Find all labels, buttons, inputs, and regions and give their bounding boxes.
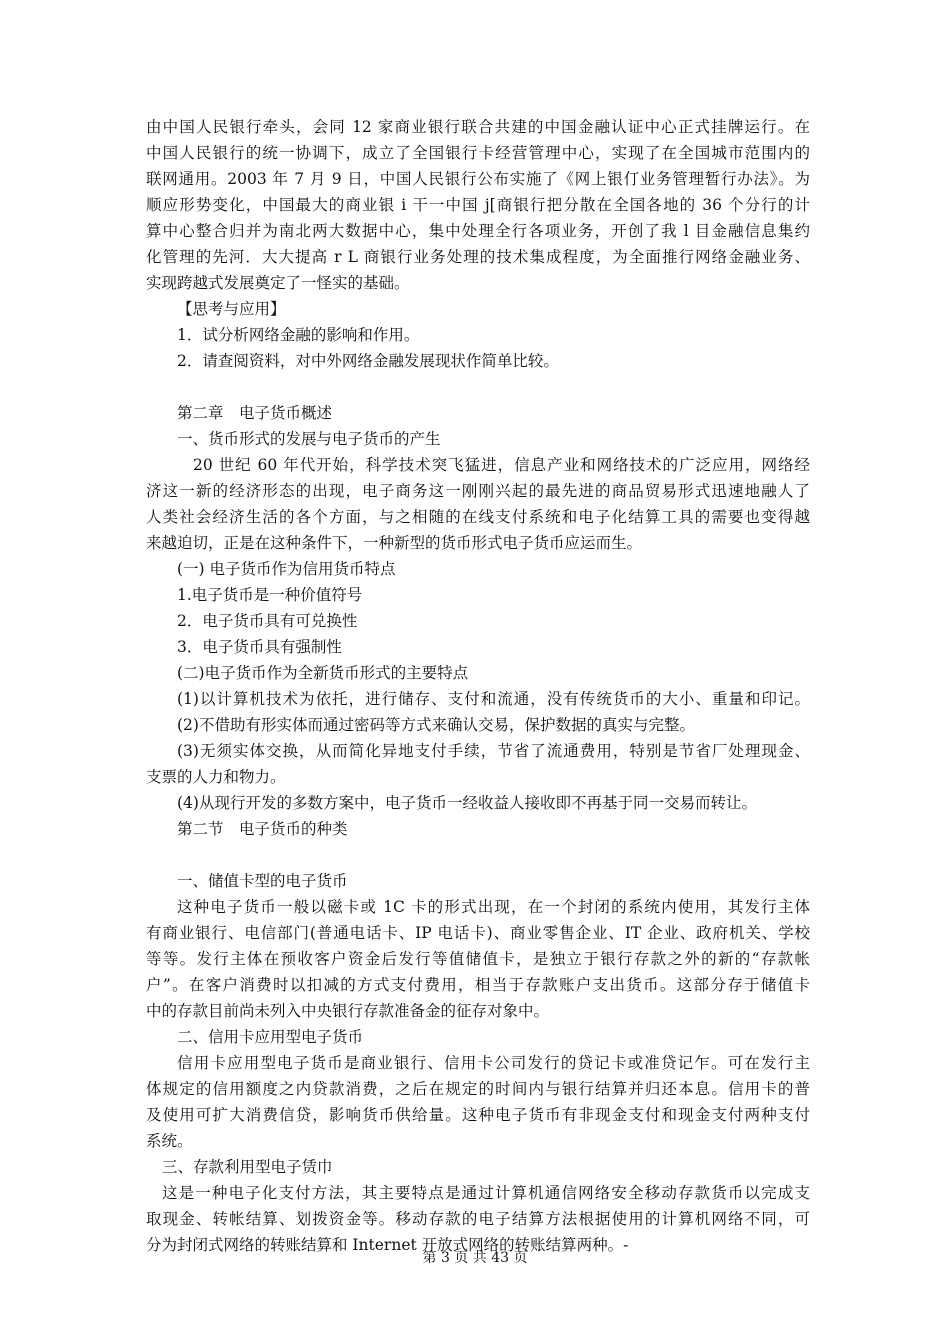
text-line: 济这一新的经济形态的出现，电子商务这一刚刚兴起的最先进的商品贸易形式迅速地融人了 bbox=[146, 482, 810, 500]
section-heading: 【思考与应用】 bbox=[177, 300, 286, 318]
section-heading: 二、信用卡应用型电子货币 bbox=[177, 1028, 364, 1046]
text-line: 信用卡应用型电子货币是商业银行、信用卡公司发行的贷记卡或准贷记乍。可在发行主 bbox=[177, 1054, 810, 1072]
list-item: 3．电子货币具有强制性 bbox=[177, 638, 342, 656]
page-body bbox=[146, 114, 810, 1258]
text-line: 等等。发行主体在预收客户资金后发行等值储值卡，是独立于银行存款之外的新的“存款帐 bbox=[146, 950, 810, 968]
text-line: 支票的人力和物力。 bbox=[146, 768, 286, 786]
text-line: 中国人民银行的统一协调下，成立了全国银行卡经营管理中心，实现了在全国城市范围内的 bbox=[146, 144, 810, 162]
text-line: 及使用可扩大消费信贷，影响货币供给量。这种电子货币有非现金支付和现金支付两种支付 bbox=[146, 1106, 810, 1124]
blank-line bbox=[146, 842, 810, 868]
list-item: (4)从现行开发的多数方案中，电子货币一经收益人接收即不再基于同一交易而转让。 bbox=[177, 794, 757, 812]
blank-line bbox=[146, 374, 810, 400]
text-line: 人类社会经济生活的各个方面，与之相随的在线支付系统和电子化结算工具的需要也变得越 bbox=[146, 508, 810, 526]
text-line: 分为封闭式网络的转账结算和 Internet 开放式网络的转账结算两种。- bbox=[146, 1236, 629, 1254]
section-heading: 三、存款利用型电子赁巾 bbox=[162, 1158, 333, 1176]
list-item: (2)不借助有形实体而通过密码等方式来确认交易，保护数据的真实与完整。 bbox=[177, 716, 695, 734]
text-line: 实现跨越式发展奠定了一怪实的基础。 bbox=[146, 274, 410, 292]
list-item: 1．试分析网络金融的影响和作用。 bbox=[177, 326, 420, 344]
text-line: 顺应形势变化，中国最大的商业银 i 干一中国 j[商银行把分散在全国各地的 36 个分行的计 bbox=[146, 196, 810, 214]
list-item: 1.电子货币是一种价值符号 bbox=[177, 586, 363, 604]
chapter-title: 第二章 电子货币概述 bbox=[177, 404, 333, 422]
list-item: (1)以计算机技术为依托，进行储存、支付和流通，没有传统货币的大小、重量和印记。 bbox=[177, 690, 810, 708]
list-item: 2．请查阅资料，对中外网络金融发展现状作简单比较。 bbox=[177, 352, 559, 370]
section-title: 第二节 电子货币的种类 bbox=[177, 820, 348, 838]
text-line: 联网通用。2003 年 7 月 9 日，中国人民银行公布实施了《网上银仃业务管理暂行办法》。为 bbox=[146, 170, 810, 188]
text-line: 算中心整合归并为南北两大数据中心，集中处理全行各项业务，开创了我 l 目金融信息集约 bbox=[146, 222, 810, 240]
section-heading: (二)电子货币作为全新货币形式的主要特点 bbox=[177, 664, 469, 682]
text-line: 取现金、转帐结算、划拨资金等。移动存款的电子结算方法根据使用的计算机网络不同，可 bbox=[146, 1210, 810, 1228]
text-line: 有商业银行、电信部门(普通电话卡、IP 电话卡)、商业零售企业、IT 企业、政府机关、学校 bbox=[146, 924, 810, 942]
text-line: 来越迫切，正是在这种条件下，一种新型的货币形式电子货币应运而生。 bbox=[146, 534, 643, 552]
text-line: 这种电子货币一般以磁卡或 1C 卡的形式出现，在一个封闭的系统内使用，其发行主体 bbox=[177, 898, 810, 916]
text-line: 体规定的信用额度之内贷款消费，之后在规定的时间内与银行结算并归还本息。信用卡的普 bbox=[146, 1080, 810, 1098]
text-line: 这是一种电子化支付方法，其主要特点是通过计算机通信网络安全移动存款货币以完成支 bbox=[162, 1184, 810, 1202]
page-number: 第 3 页 共 43 页 bbox=[422, 1250, 528, 1266]
list-item: (3)无须实体交换，从而简化异地支付手续，节省了流通费用，特别是节省厂处理现金、 bbox=[177, 742, 810, 760]
section-heading: (一) 电子货币作为信用货币特点 bbox=[177, 560, 396, 578]
text-line: 户”。在客户消费时以扣减的方式支付费用，相当于存款账户支出货币。这部分存于储值卡 bbox=[146, 976, 810, 994]
text-line: 由中国人民银行牵头，会同 12 家商业银行联合共建的中国金融认证中心正式挂牌运行。在 bbox=[146, 118, 810, 136]
section-heading: 一、储值卡型的电子货币 bbox=[177, 872, 348, 890]
list-item: 2．电子货币具有可兑换性 bbox=[177, 612, 358, 630]
text-line: 中的存款目前尚未列入中央银行存款准备金的征存对象中。 bbox=[146, 1002, 550, 1020]
text-line: 20 世纪 60 年代开始，科学技术突飞猛进，信息产业和网络技术的广泛应用，网络经 bbox=[193, 456, 810, 474]
text-line: 化管理的先河．大大提高 r L 商银行业务处理的技术集成程度，为全面推行网络金融业务、 bbox=[146, 248, 810, 266]
text-line: 系统。 bbox=[146, 1132, 193, 1150]
section-heading: 一、货币形式的发展与电子货币的产生 bbox=[177, 430, 441, 448]
